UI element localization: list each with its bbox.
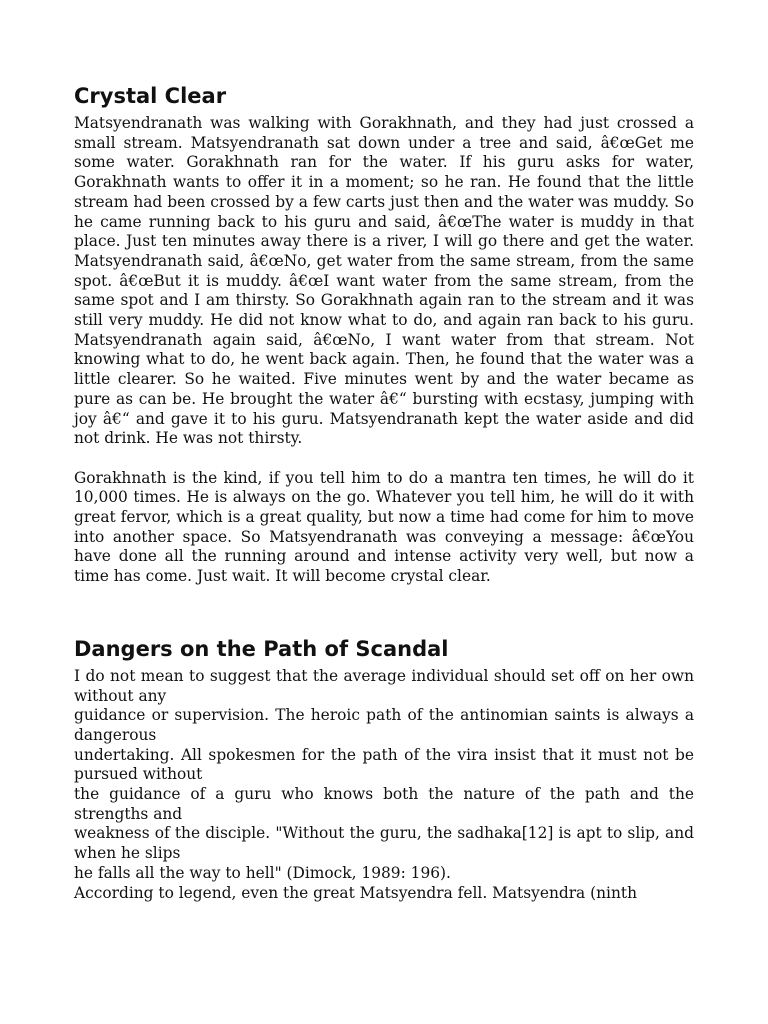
section-heading-crystal-clear: Crystal Clear	[74, 84, 227, 108]
text-line: the guidance of a guru who knows both the nature of the path and the strengths and	[74, 785, 694, 823]
paragraph-gorakhnath: Gorakhnath is the kind, if you tell him to do a mantra ten times, he will do it 10,000 times. He is always on the go. Whatever you tell him, he will do it with great fervor, which is a great quality, but now a time had come for him to move into another space. So Matsyendranath was conveying a message: â€œYou have done all the running around and intense activity very well, but now a time has come. Just wait. It will become crystal clear.	[74, 468, 694, 586]
section-body-dangers	[74, 667, 694, 903]
section-heading-dangers: Dangers on the Path of Scandal	[74, 636, 449, 661]
text-line: guidance or supervision. The heroic path of the antinomian saints is always a dangerous	[74, 706, 694, 744]
text-line: I do not mean to suggest that the average individual should set off on her own without any	[74, 666, 694, 705]
text-line: undertaking. All spokesmen for the path of the vira insist that it must not be pursued without	[74, 745, 694, 784]
paragraph-story: Matsyendranath was walking with Gorakhnath, and they had just crossed a small stream. Matsyendranath sat down under a tree and said, â€œGet me some water. Gorakhnath ran for the water. If his guru asks for water, Gorakhnath wants to offer it in a moment; so he ran. He found that the little stream had been crossed by a few carts just then and the water was muddy. So he came running back to his guru and said, â€œThe water is muddy in that place. Just ten minutes away there is a river, I will go there and get the water. Matsyendranath said, â€œNo, get water from the same stream, from the same spot. â€œBut it is muddy. â€œI want water from the same stream, from the same spot and I am thirsty. So Gorakhnath again ran to the stream and it was still very muddy. He did not know what to do, and again ran back to his guru. Matsyendranath again said, â€œNo, I want water from that stream. Not knowing what to do, he went back again. Then, he found that the water was a little clearer. So he waited. Five minutes went by and the water became as pure as can be. He brought the water â€“ bursting with ecstasy, jumping with joy â€“ and gave it to his guru. Matsyendranath kept the water aside and did not drink. He was not thirsty.	[74, 114, 694, 448]
document-page	[74, 82, 694, 903]
text-line: he falls all the way to hell" (Dimock, 1989: 196).	[74, 863, 451, 882]
text-line: According to legend, even the great Matsyendra fell. Matsyendra (ninth	[74, 883, 637, 902]
text-line: weakness of the disciple. "Without the guru, the sadhaka[12] is apt to slip, and when he slips	[74, 824, 694, 863]
